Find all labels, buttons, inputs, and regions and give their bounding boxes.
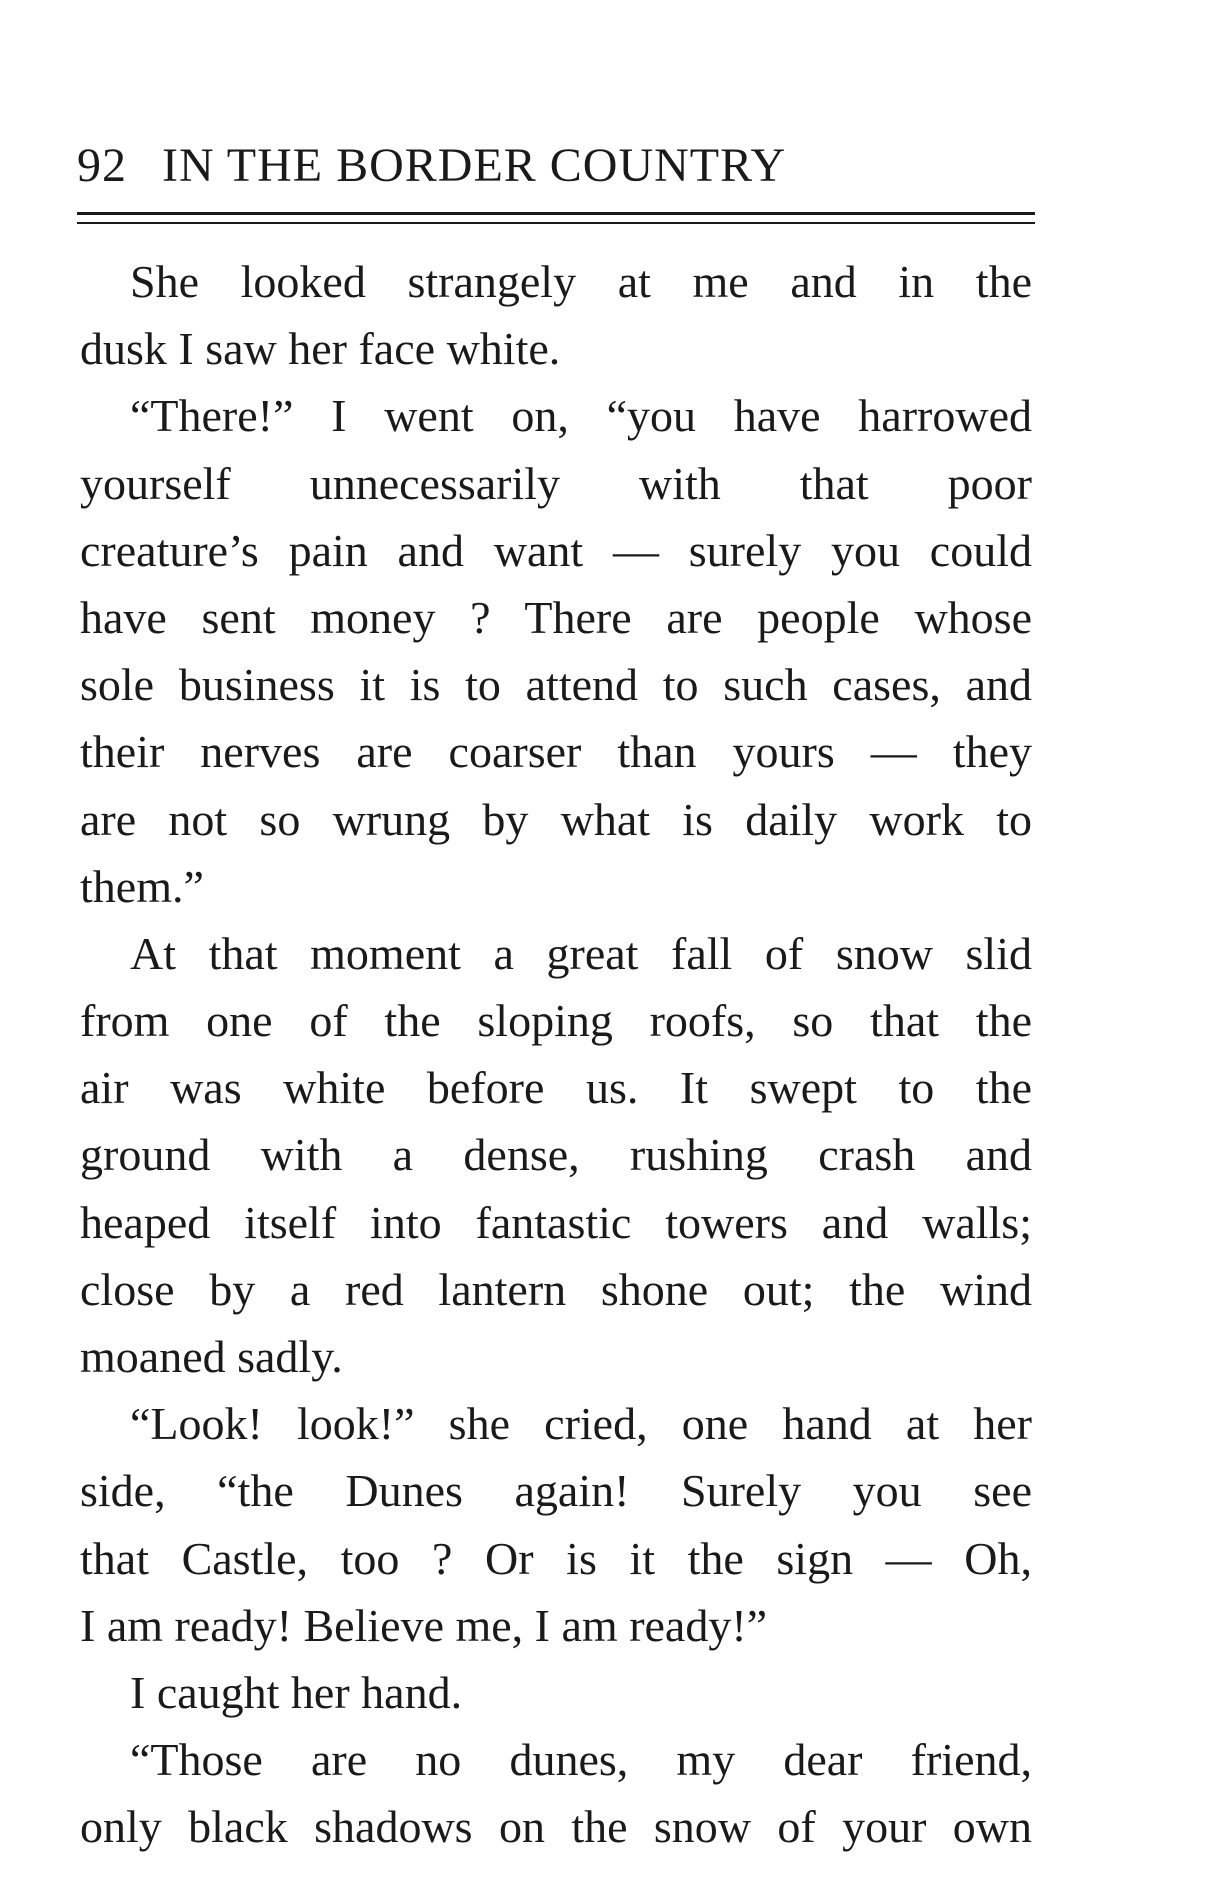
body-text [80,248,1032,1861]
text-line: I caught her hand. [130,1666,463,1718]
page-number: 92 [77,139,127,192]
text-line: their nerves are coarser than yours — they [80,726,1032,778]
text-line: close by a red lantern shone out; the wind [80,1263,1032,1315]
text-line: heaped itself into fantastic towers and walls; [80,1196,1032,1248]
text-line: sole business it is to attend to such cases, and [80,659,1032,711]
text-line: from one of the sloping roofs, so that the [80,995,1032,1047]
text-line: side, “the Dunes again! Surely you see [80,1465,1032,1517]
text-line: dusk I saw her face white. [80,323,561,375]
text-line: “Look! look!” she cried, one hand at her [130,1398,1032,1450]
text-line: I am ready! Believe me, I am ready!” [80,1599,768,1651]
text-line: them.” [80,860,204,912]
text-line: At that moment a great fall of snow slid [130,927,1032,979]
text-line: are not so wrung by what is daily work to [80,793,1032,845]
text-line: only black shadows on the snow of your own [80,1801,1032,1853]
header-rule-top [77,212,1035,215]
text-line: moaned sadly. [80,1331,343,1382]
running-head-title: IN THE BORDER COUNTRY [162,139,787,192]
header-rule-bottom [77,222,1035,224]
text-line: have sent money ? There are people whose [80,591,1032,643]
text-line: yourself unnecessarily with that poor [80,457,1032,509]
text-line: that Castle, too ? Or is it the sign — Oh, [80,1532,1032,1584]
text-line: She looked strangely at me and in the [130,256,1032,307]
text-line: creature’s pain and want — surely you could [80,524,1032,576]
running-head [77,138,1035,198]
text-line: “Those are no dunes, my dear friend, [130,1734,1032,1786]
text-line: “There!” I went on, “you have harrowed [130,390,1032,442]
text-line: air was white before us. It swept to the [80,1062,1032,1114]
text-line: ground with a dense, rushing crash and [80,1129,1032,1181]
